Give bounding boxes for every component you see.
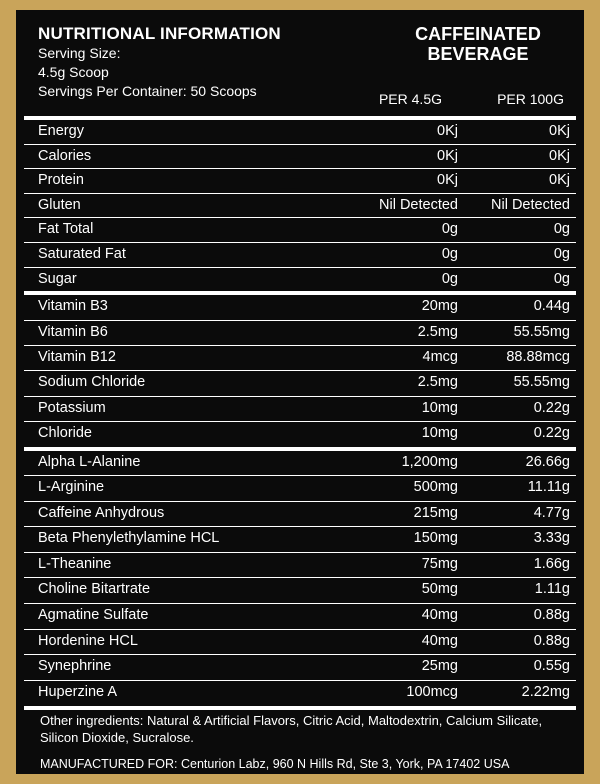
table-row (24, 578, 576, 604)
serving-size-label: Serving Size: (38, 45, 121, 61)
value-per-100g: 55.55mg (513, 374, 570, 391)
table-row (24, 371, 576, 396)
nutrient-name: Gluten (38, 196, 81, 213)
value-per-100g: 0Kj (549, 123, 570, 139)
value-per-serving: 0Kj (437, 147, 458, 164)
value-per-100g: 0.44g (533, 298, 570, 315)
value-per-serving: 10mg (421, 425, 458, 442)
value-per-100g: 0g (553, 245, 570, 262)
value-per-100g: 1.66g (533, 555, 570, 572)
other-ingredients: Other ingredients: Natural & Artificial Flavors, Citric Acid, Maltodextrin, Calcium Silicate, Silicon Dioxide, Sucralose. (40, 713, 543, 745)
nutrition-table (24, 116, 576, 705)
value-per-100g: 0Kj (549, 147, 570, 164)
nutrient-name: Huperzine A (38, 683, 117, 700)
servings-per-container: Servings Per Container: 50 Scoops (38, 83, 257, 99)
table-row (24, 194, 576, 219)
value-per-serving: 1,200mg (401, 453, 458, 470)
table-row (24, 476, 576, 502)
value-per-serving: 2.5mg (417, 374, 458, 391)
table-row (24, 321, 576, 346)
table-row (24, 268, 576, 292)
value-per-serving: 0g (441, 270, 458, 287)
product-line-1: CAFFEINATED (415, 24, 541, 44)
nutrient-name: Vitamin B12 (38, 348, 116, 365)
value-per-serving: 40mg (421, 607, 458, 624)
nutrient-name: Calories (38, 147, 92, 164)
serving-size-value: 4.5g Scoop (38, 64, 109, 80)
column-header-per-100g: PER 100G (497, 91, 564, 107)
nutrient-name: Saturated Fat (38, 245, 126, 262)
table-row (24, 630, 576, 656)
value-per-100g: 88.88mcg (506, 348, 570, 365)
value-per-serving: Nil Detected (379, 196, 458, 213)
value-per-100g: 0.88g (533, 607, 570, 624)
panel-title: NUTRITIONAL INFORMATION (38, 24, 281, 43)
table-row (24, 681, 576, 706)
nutrient-name: Sugar (38, 270, 77, 287)
value-per-100g: 0.88g (533, 632, 570, 649)
table-row (24, 604, 576, 630)
table-row (24, 451, 576, 477)
table-row (24, 502, 576, 528)
nutrition-panel (16, 10, 584, 774)
value-per-serving: 75mg (421, 555, 458, 572)
nutrient-name: Alpha L-Alanine (38, 453, 141, 470)
nutrient-name: Agmatine Sulfate (38, 607, 149, 624)
nutrient-name: Caffeine Anhydrous (38, 504, 165, 521)
value-per-serving: 0g (441, 221, 458, 238)
nutrient-name: Choline Bitartrate (38, 581, 151, 598)
table-row (24, 120, 576, 145)
nutrient-name: Energy (38, 123, 84, 139)
table-row (24, 527, 576, 553)
value-per-100g: 0g (553, 221, 570, 238)
product-type (388, 24, 568, 64)
value-per-serving: 215mg (413, 504, 458, 521)
section-actives (24, 451, 576, 706)
thick-divider (24, 706, 576, 710)
value-per-serving: 0g (441, 245, 458, 262)
table-row (24, 553, 576, 579)
nutrient-name: Vitamin B3 (38, 298, 108, 315)
nutrient-name: Hordenine HCL (38, 632, 138, 649)
value-per-serving: 20mg (421, 298, 458, 315)
value-per-100g: 0g (553, 270, 570, 287)
nutrient-name: Beta Phenylethylamine HCL (38, 530, 220, 547)
value-per-serving: 25mg (421, 658, 458, 675)
value-per-100g: 11.11g (527, 479, 570, 496)
column-header-per-serving: PER 4.5G (378, 91, 442, 107)
header-left (38, 24, 378, 101)
table-row (24, 655, 576, 681)
value-per-serving: 0Kj (437, 172, 458, 189)
nutrient-name: Potassium (38, 399, 106, 416)
nutrient-name: Protein (38, 172, 84, 189)
value-per-100g: 0.55g (533, 658, 570, 675)
value-per-serving: 0Kj (437, 123, 458, 139)
value-per-100g: 0.22g (533, 425, 570, 442)
value-per-serving: 500mg (413, 479, 458, 496)
table-row (24, 145, 576, 170)
table-row (24, 346, 576, 371)
section-vitamins (24, 295, 576, 446)
value-per-100g: 55.55mg (513, 323, 570, 340)
value-per-100g: 2.22mg (521, 683, 570, 700)
table-row (24, 169, 576, 194)
manufactured-for: MANUFACTURED FOR: Centurion Labz, 960 N Hills Rd, Ste 3, York, PA 17402 USA (40, 757, 510, 771)
table-row (24, 243, 576, 268)
nutrient-name: Fat Total (38, 221, 94, 238)
product-line-2: BEVERAGE (427, 44, 529, 64)
section-basic (24, 120, 576, 291)
value-per-100g: 1.11g (534, 581, 570, 598)
value-per-100g: Nil Detected (491, 196, 570, 213)
value-per-serving: 40mg (421, 632, 458, 649)
nutrient-name: L-Arginine (38, 479, 105, 496)
value-per-serving: 50mg (421, 581, 458, 598)
table-row (24, 218, 576, 243)
value-per-100g: 3.33g (533, 530, 570, 547)
value-per-serving: 4mcg (422, 348, 458, 365)
nutrient-name: Vitamin B6 (38, 323, 108, 340)
value-per-100g: 4.77g (533, 504, 570, 521)
value-per-100g: 26.66g (525, 453, 570, 470)
value-per-serving: 150mg (413, 530, 458, 547)
nutrient-name: Synephrine (38, 658, 112, 675)
table-row (24, 397, 576, 422)
value-per-serving: 2.5mg (417, 323, 458, 340)
nutrient-name: L-Theanine (38, 555, 112, 572)
nutrient-name: Sodium Chloride (38, 374, 146, 391)
value-per-serving: 10mg (421, 399, 458, 416)
value-per-serving: 100mcg (406, 683, 458, 700)
nutrient-name: Chloride (38, 425, 92, 442)
table-row (24, 422, 576, 446)
value-per-100g: 0.22g (533, 399, 570, 416)
table-row (24, 295, 576, 320)
value-per-100g: 0Kj (549, 172, 570, 189)
